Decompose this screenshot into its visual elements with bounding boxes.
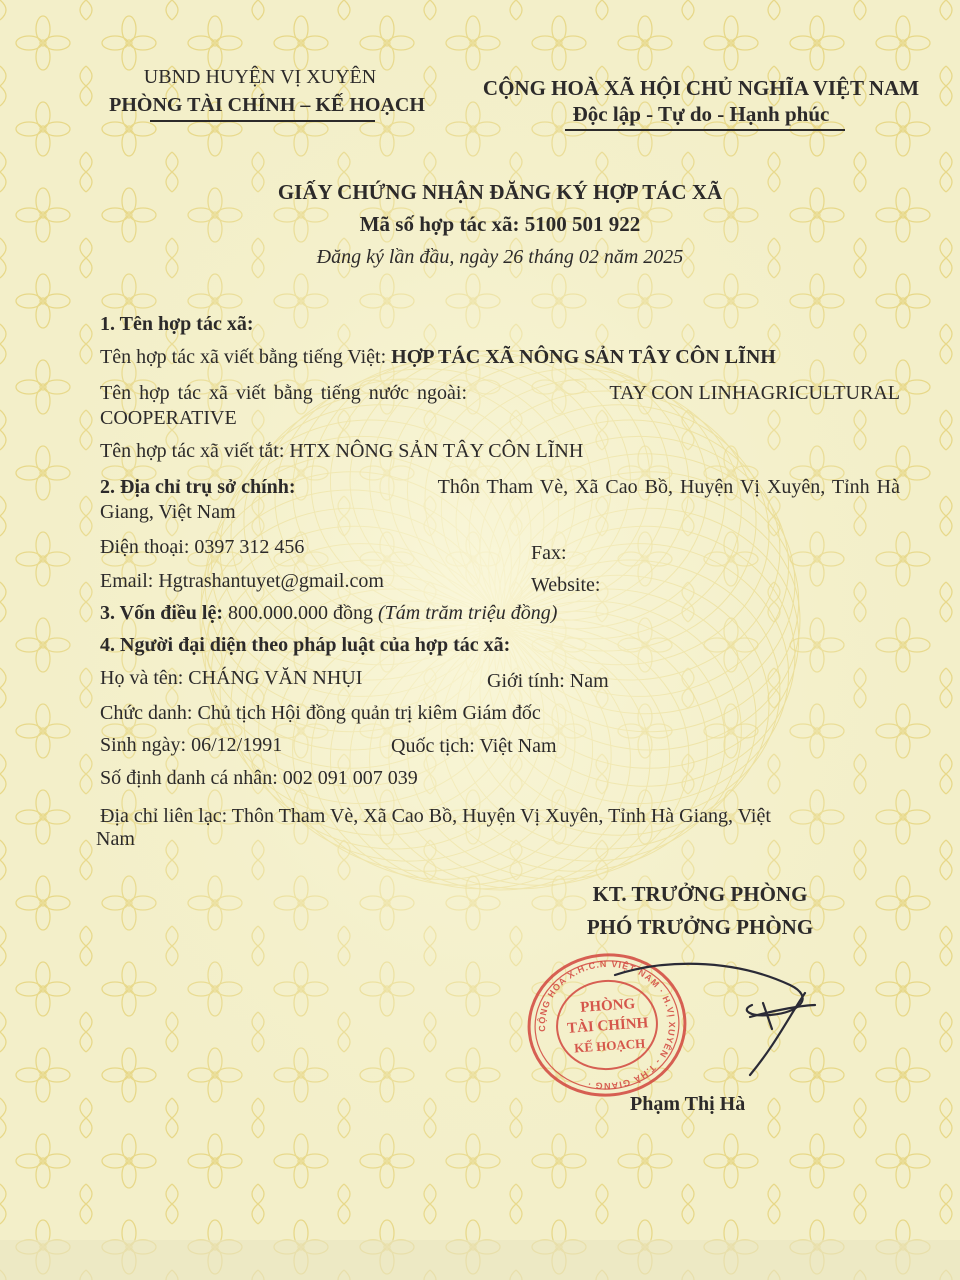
website: Website: — [531, 574, 601, 596]
cooperative-code: Mã số hợp tác xã: 5100 501 922 — [359, 212, 641, 236]
signature-authority-line1: KT. TRƯỞNG PHÒNG — [592, 882, 808, 906]
section3-heading: 3. Vốn điều lệ: — [100, 602, 223, 624]
section4-heading: 4. Người đại diện theo pháp luật của hợp tác xã: — [100, 634, 511, 656]
charter-capital-amount: 800.000.000 đồng — [222, 602, 378, 624]
foreign-name-label: Tên hợp tác xã viết bằng tiếng nước ngoài: — [100, 382, 467, 404]
issuer-department: PHÒNG TÀI CHÍNH – KẾ HOẠCH — [109, 94, 425, 116]
phone-number: Điện thoại: 0397 312 456 — [100, 536, 305, 558]
short-name-value: HTX NÔNG SẢN TÂY CÔN LĨNH — [289, 440, 584, 462]
handwritten-signature — [600, 955, 860, 1085]
signature-authority-line2: PHÓ TRƯỞNG PHÒNG — [586, 915, 814, 939]
signer-name: Phạm Thị Hà — [630, 1093, 746, 1115]
svg-text:KẾ HOẠCH: KẾ HOẠCH — [573, 1035, 646, 1056]
representative-dob: Sinh ngày: 06/12/1991 — [100, 734, 283, 756]
issuer-underline — [150, 120, 375, 122]
section2-heading: 2. Địa chỉ trụ sở chính: — [100, 476, 296, 498]
motto-underline — [565, 129, 845, 131]
national-name: CỘNG HOÀ XÃ HỘI CHỦ NGHĨA VIỆT NAM — [482, 76, 920, 100]
vietnamese-name-line — [100, 344, 776, 370]
representative-gender: Giới tính: Nam — [487, 670, 609, 692]
issuer-authority: UBND HUYỆN VỊ XUYÊN — [143, 66, 377, 88]
foreign-name-line — [100, 380, 900, 406]
vietnamese-name-label: Tên hợp tác xã viết bằng tiếng Việt: — [100, 346, 392, 368]
charter-capital-words: (Tám trăm triệu đồng) — [377, 602, 558, 624]
document-title: GIẤY CHỨNG NHẬN ĐĂNG KÝ HỢP TÁC XÃ — [277, 180, 723, 204]
svg-text:CỘNG HÒA X.H.C.N VIỆT NAM · H.: CỘNG HÒA X.H.C.N VIỆT NAM · H.VỊ XUYÊN - T.HÀ GIANG · — [536, 958, 678, 1092]
representative-name: Họ và tên: CHÁNG VĂN NHỤI — [100, 667, 363, 689]
representative-contact-continued: Nam — [96, 828, 135, 850]
national-motto: Độc lập - Tự do - Hạnh phúc — [572, 102, 830, 126]
head-office-address-continued: Giang, Việt Nam — [100, 501, 236, 523]
registration-date: Đăng ký lần đầu, ngày 26 tháng 02 năm 2025 — [316, 246, 684, 268]
section1-heading: 1. Tên hợp tác xã: — [100, 313, 254, 335]
head-office-line — [100, 474, 900, 500]
representative-position: Chức danh: Chủ tịch Hội đồng quản trị kiêm Giám đốc — [100, 702, 541, 724]
email-address: Email: Hgtrashantuyet@gmail.com — [100, 570, 384, 592]
svg-text:TÀI CHÍNH: TÀI CHÍNH — [566, 1015, 649, 1037]
vietnamese-name-value: HỢP TÁC XÃ NÔNG SẢN TÂY CÔN LĨNH — [391, 346, 776, 368]
foreign-name-value: TAY CON LINHAGRICULTURAL — [609, 382, 900, 404]
short-name-label: Tên hợp tác xã viết tắt: — [100, 440, 290, 462]
fax: Fax: — [531, 542, 567, 564]
short-name-line — [100, 438, 583, 464]
charter-capital-line — [100, 600, 557, 626]
representative-nationality: Quốc tịch: Việt Nam — [391, 735, 557, 757]
svg-text:PHÒNG: PHÒNG — [579, 996, 636, 1016]
representative-id: Số định danh cá nhân: 002 091 007 039 — [100, 767, 418, 789]
foreign-name-continued: COOPERATIVE — [100, 407, 237, 429]
head-office-address: Thôn Tham Vè, Xã Cao Bồ, Huyện Vị Xuyên, Tỉnh Hà — [437, 476, 900, 498]
representative-contact-address: Địa chỉ liên lạc: Thôn Tham Vè, Xã Cao Bồ, Huyện Vị Xuyên, Tỉnh Hà Giang, Việt — [100, 805, 771, 827]
